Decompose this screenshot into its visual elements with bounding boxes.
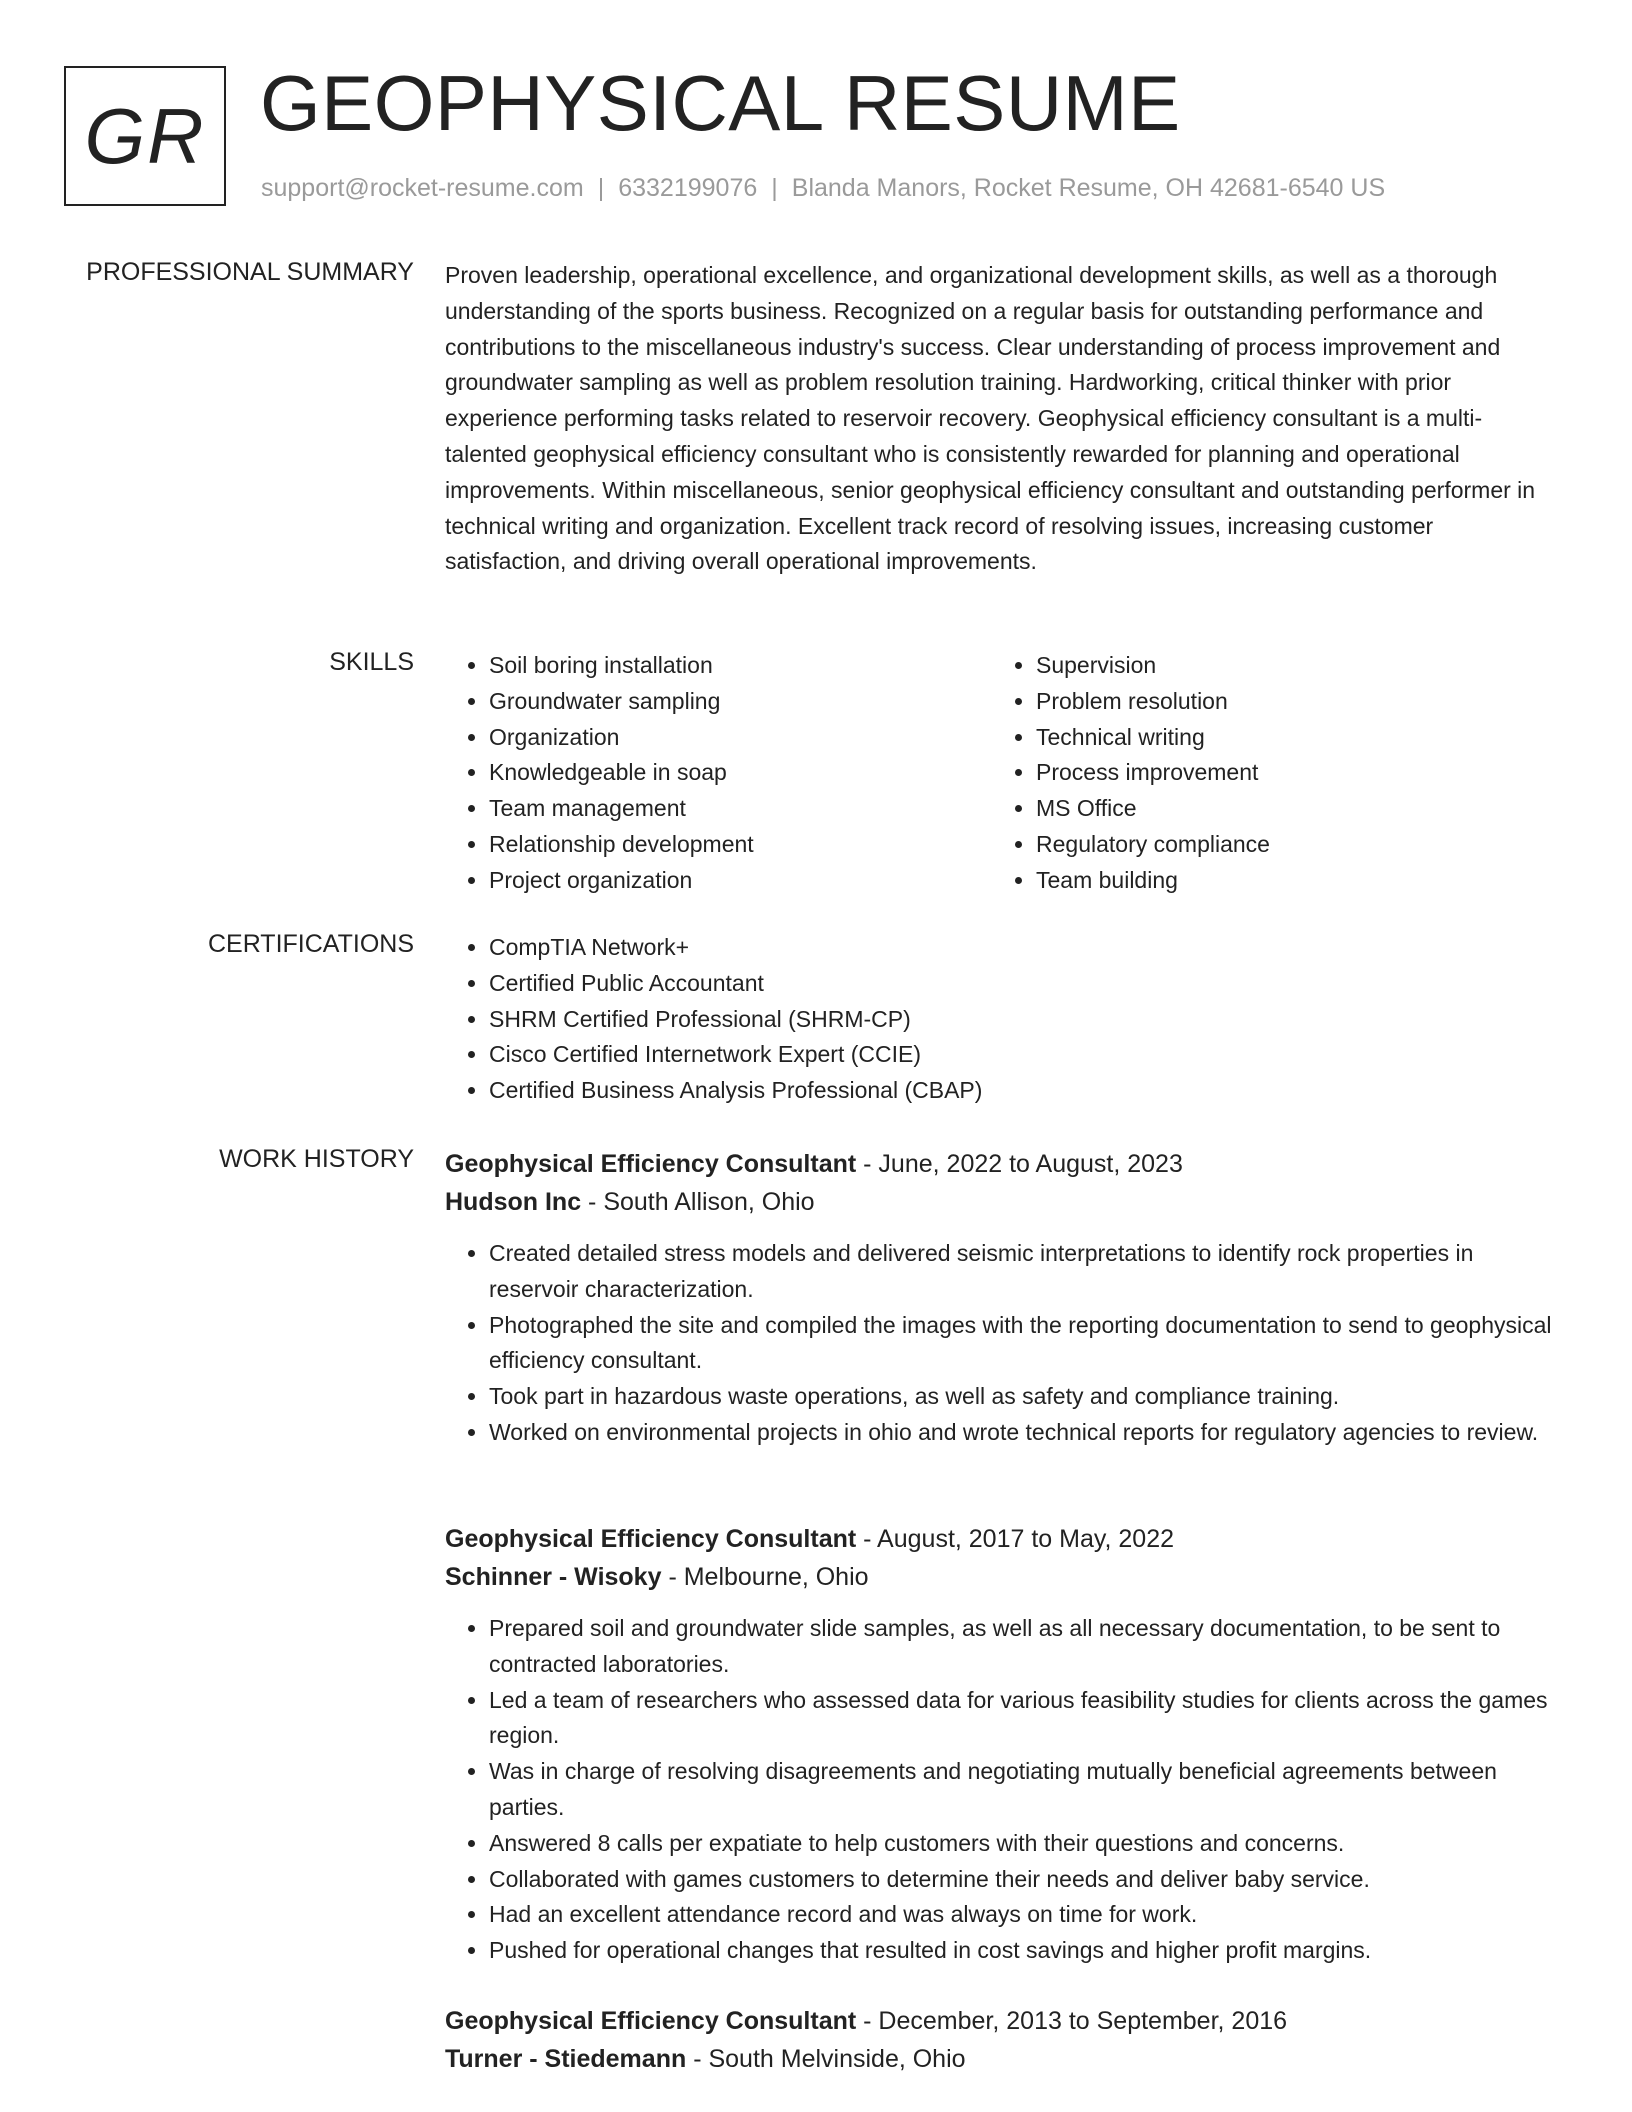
job-bullet: • Prepared soil and groundwater slide samples, as well as all necessary documentation, to be sent to contracted laboratories. xyxy=(489,1611,1560,1683)
job-title: Geophysical Efficiency Consultant xyxy=(445,1525,857,1553)
job-bullet: • Pushed for operational changes that resulted in cost savings and higher profit margins. xyxy=(489,1933,1560,1969)
certifications-list xyxy=(445,930,1560,1109)
monogram-badge xyxy=(64,66,226,206)
job-bullet: • Created detailed stress models and delivered seismic interpretations to identify rock properties in reservoir characterization. xyxy=(489,1236,1560,1308)
skill-item: • Process improvement xyxy=(1036,755,1539,791)
certifications-body xyxy=(445,930,1560,1109)
summary-body xyxy=(445,258,1560,580)
skill-item: • Team building xyxy=(1036,863,1539,899)
skill-item: • Technical writing xyxy=(1036,720,1539,756)
job-location: - South Melvinside, Ohio xyxy=(686,2045,966,2073)
job-company: Hudson Inc xyxy=(445,1188,582,1216)
skills-body xyxy=(445,648,1560,899)
contact-email: support@rocket-resume.com xyxy=(261,174,584,202)
skill-item: • Organization xyxy=(489,720,992,756)
job-company: Schinner - Wisoky xyxy=(445,1563,662,1591)
work-history-body xyxy=(445,1145,1560,2073)
skills-list-left xyxy=(445,648,992,899)
job-company: Turner - Stiedemann xyxy=(445,2045,687,2073)
job-bullet: • Took part in hazardous waste operations, as well as safety and compliance training. xyxy=(489,1379,1560,1415)
skill-item: • Project organization xyxy=(489,863,992,899)
certification-item: • Certified Business Analysis Professional (CBAP) xyxy=(489,1073,1560,1109)
job-dates: - June, 2022 to August, 2023 xyxy=(856,1150,1183,1178)
section-label-skills: SKILLS xyxy=(329,648,414,676)
section-label-certifications: CERTIFICATIONS xyxy=(207,930,414,958)
job-bullet: • Collaborated with games customers to determine their needs and deliver baby service. xyxy=(489,1862,1560,1898)
job-dates: - December, 2013 to September, 2016 xyxy=(856,2007,1288,2035)
job-company-line xyxy=(445,1183,1560,1221)
job-title-line xyxy=(445,1520,1560,1558)
job-title-line xyxy=(445,1145,1560,1183)
job-bullet: • Worked on environmental projects in ohio and wrote technical reports for regulatory agencies to review. xyxy=(489,1415,1560,1451)
job-bullet: • Photographed the site and compiled the images with the reporting documentation to send to geophysical efficiency consultant. xyxy=(489,1308,1560,1380)
section-label-work-history: WORK HISTORY xyxy=(219,1145,414,1173)
certification-item: • Certified Public Accountant xyxy=(489,966,1560,1002)
job-entry xyxy=(445,1520,1560,1969)
contact-separator: | xyxy=(771,174,778,202)
skill-item: • MS Office xyxy=(1036,791,1539,827)
certification-item: • CompTIA Network+ xyxy=(489,930,1560,966)
job-company-line xyxy=(445,1558,1560,1596)
job-title: Geophysical Efficiency Consultant xyxy=(445,1150,857,1178)
job-bullet: • Answered 8 calls per expatiate to help customers with their questions and concerns. xyxy=(489,1826,1560,1862)
skill-item: • Problem resolution xyxy=(1036,684,1539,720)
certification-item: • Cisco Certified Internetwork Expert (CCIE) xyxy=(489,1037,1560,1073)
job-entry xyxy=(445,2002,1560,2078)
job-bullet: • Was in charge of resolving disagreements and negotiating mutually beneficial agreements between parties. xyxy=(489,1754,1560,1826)
skills-list-right xyxy=(992,648,1539,899)
section-label-summary: PROFESSIONAL SUMMARY xyxy=(86,258,414,286)
job-bullet: • Had an excellent attendance record and was always on time for work. xyxy=(489,1897,1560,1933)
summary-text: Proven leadership, operational excellence, and organizational development skills, as well as a thorough understanding of the sports business. Recognized on a regular basis for outstanding performance and contributions to the miscellaneous industry's success. Clear understanding of process improvement and groundwater sampling as well as problem resolution training. Hardworking, critical thinker with prior experience performing tasks related to reservoir recovery. Geophysical efficiency consultant is a multi-talented geophysical efficiency consultant who is consistently rewarded for planning and operational improvements. Within miscellaneous, senior geophysical efficiency consultant and outstanding performer in technical writing and organization. Excellent track record of resolving issues, increasing customer satisfaction, and driving overall operational improvements. xyxy=(445,262,1536,575)
skill-item: • Team management xyxy=(489,791,992,827)
contact-separator: | xyxy=(597,174,605,202)
contact-address: Blanda Manors, Rocket Resume, OH 42681-6540 US xyxy=(791,174,1386,202)
job-title: Geophysical Efficiency Consultant xyxy=(445,2007,857,2035)
skill-item: • Groundwater sampling xyxy=(489,684,992,720)
job-bullet-list xyxy=(445,1611,1560,1969)
certification-item: • SHRM Certified Professional (SHRM-CP) xyxy=(489,1002,1560,1038)
job-dates: - August, 2017 to May, 2022 xyxy=(856,1525,1175,1553)
job-location: - Melbourne, Ohio xyxy=(661,1563,869,1591)
resume-title: GEOPHYSICAL RESUME xyxy=(260,59,1181,147)
skill-item: • Regulatory compliance xyxy=(1036,827,1539,863)
skill-item: • Knowledgeable in soap xyxy=(489,755,992,791)
skill-item: • Relationship development xyxy=(489,827,992,863)
contact-phone: 6332199076 xyxy=(618,174,758,202)
skill-item: • Supervision xyxy=(1036,648,1539,684)
monogram-initials: GR xyxy=(84,91,206,180)
job-location: - South Allison, Ohio xyxy=(581,1188,815,1216)
contact-line xyxy=(261,174,1385,203)
job-entry xyxy=(445,1145,1560,1451)
job-bullet-list xyxy=(445,1236,1560,1451)
job-company-line xyxy=(445,2040,1560,2078)
job-bullet: • Led a team of researchers who assessed data for various feasibility studies for clients across the games region. xyxy=(489,1683,1560,1755)
job-title-line xyxy=(445,2002,1560,2040)
skill-item: • Soil boring installation xyxy=(489,648,992,684)
